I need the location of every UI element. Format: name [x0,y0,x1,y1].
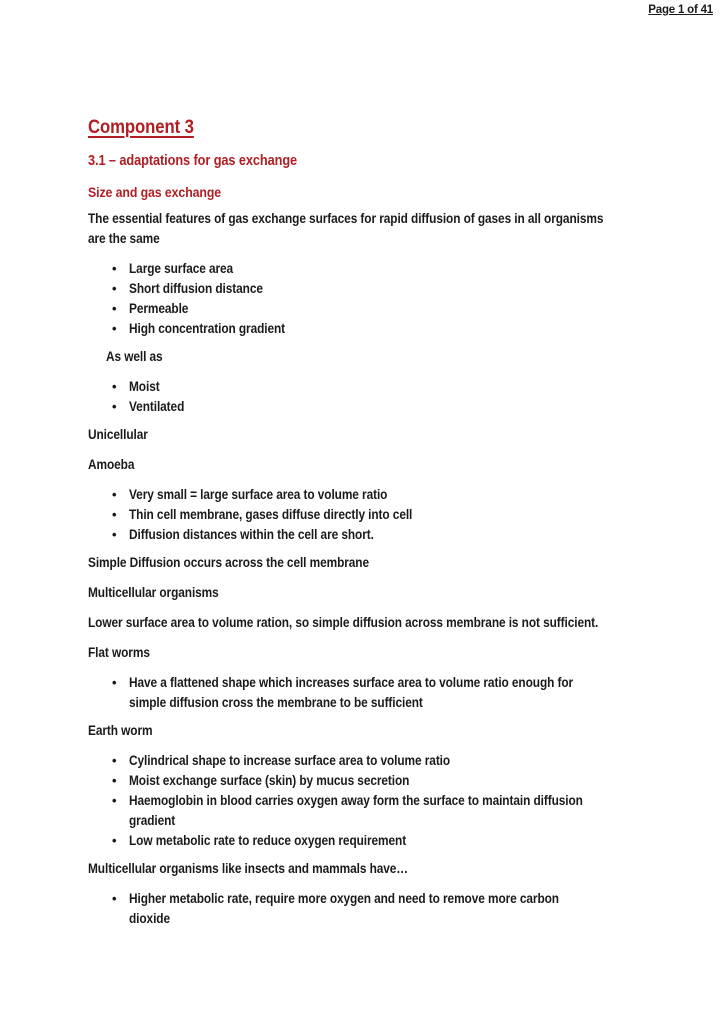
text-line-content: Earth worm [88,723,153,738]
text-line [129,505,684,525]
text-line-content: 3.1 – adaptations for gas exchange [88,153,298,169]
text-line-content: The essential features of gas exchange surfaces for rapid diffusion of gases in all organisms [88,211,604,226]
text-line [88,721,684,741]
text-line [129,693,684,713]
bullet-dot-icon: • [112,833,117,848]
text-line [129,673,684,693]
text-line [129,377,684,397]
paragraph-flat-worms [88,643,684,663]
text-line [106,347,684,367]
bullet-dot-icon: • [112,281,117,296]
text-line [129,319,684,339]
bullet-text [129,259,684,279]
bullet-text [129,377,684,397]
bullet-dot-icon: • [112,507,117,522]
bullet-item [88,397,684,417]
bullet-item [88,771,684,791]
text-line [129,525,684,545]
bullet-dot-icon: • [112,399,117,414]
bullet-item [88,525,684,545]
paragraph-as-well-as [106,347,684,367]
bullet-dot-icon: • [112,487,117,502]
bullet-text [129,397,684,417]
bullet-dot-icon: • [112,379,117,394]
text-line-content: Moist [129,379,160,394]
text-line-content: simple diffusion cross the membrane to be sufficient [129,695,423,710]
text-line [129,771,684,791]
text-line [129,831,684,851]
text-line [88,425,684,445]
text-line [88,182,684,203]
text-line [88,553,684,573]
text-line [88,117,684,140]
text-line [129,889,684,909]
page-number-label: Page 1 of 41 [648,4,713,16]
text-line-content: Unicellular [88,427,148,442]
text-line-content: dioxide [129,911,170,926]
text-line-content: Cylindrical shape to increase surface area to volume ratio [129,753,451,768]
bullet-item [88,377,684,397]
text-line [88,229,684,249]
text-line [88,209,684,229]
text-line-content: As well as [106,349,163,364]
paragraph-earth-worm [88,721,684,741]
bullet-list-amoeba [88,485,684,545]
heading-unicellular [88,425,684,445]
paragraph-essential-features [88,209,684,249]
text-line-content: Amoeba [88,457,135,472]
text-line-content: Very small = large surface area to volume ratio [129,487,388,502]
text-line [129,811,684,831]
text-line-content: Permeable [129,301,189,316]
text-line [129,259,684,279]
text-line [129,751,684,771]
bullet-item [88,319,684,339]
bullet-item [88,889,684,929]
text-line-content: Ventilated [129,399,185,414]
text-line-content: Flat worms [88,645,150,660]
text-line-content: Multicellular organisms like insects and mammals have… [88,861,409,876]
text-line [88,455,684,475]
bullet-list-earth-worm [88,751,684,851]
heading-size-and-gas-exchange [88,182,684,203]
bullet-item [88,791,684,831]
text-line [88,859,684,879]
text-line-content: Moist exchange surface (skin) by mucus secretion [129,773,410,788]
bullet-dot-icon: • [112,891,117,906]
bullet-item [88,751,684,771]
text-line-content: Large surface area [129,261,234,276]
bullet-text [129,751,684,771]
bullet-dot-icon: • [112,675,117,690]
bullet-dot-icon: • [112,321,117,336]
text-line-content: Size and gas exchange [88,184,222,200]
bullet-item [88,299,684,319]
text-line [88,583,684,603]
text-line [129,791,684,811]
text-line [88,613,684,633]
bullet-dot-icon: • [112,301,117,316]
text-line-content: Diffusion distances within the cell are short. [129,527,374,542]
bullet-text [129,889,684,929]
text-line-content: Higher metabolic rate, require more oxygen and need to remove more carbon [129,891,559,906]
heading-multicellular-organisms [88,583,684,603]
bullet-list-flat-worms [88,673,684,713]
text-line [129,299,684,319]
text-line-content: Short diffusion distance [129,281,263,296]
bullet-text [129,525,684,545]
bullet-item [88,505,684,525]
bullet-list-as-well-as [88,377,684,417]
text-line-content: Thin cell membrane, gases diffuse directly into cell [129,507,413,522]
bullet-item [88,485,684,505]
bullet-text [129,791,684,831]
bullet-list-insects-and-mammals [88,889,684,929]
text-line-content: are the same [88,231,160,246]
text-line-content: gradient [129,813,176,828]
bullet-dot-icon: • [112,527,117,542]
text-line [129,279,684,299]
text-line-content: Low metabolic rate to reduce oxygen requirement [129,833,407,848]
bullet-item [88,673,684,713]
paragraph-simple-diffusion [88,553,684,573]
bullet-dot-icon: • [112,773,117,788]
bullet-text [129,831,684,851]
text-line [129,909,684,929]
text-line-content: Have a flattened shape which increases surface area to volume ratio enough for [129,675,574,690]
bullet-text [129,299,684,319]
bullet-text [129,673,684,713]
text-line-content: Lower surface area to volume ration, so simple diffusion across membrane is not sufficient. [88,615,599,630]
document-content [88,117,684,937]
text-line-content: Haemoglobin in blood carries oxygen away form the surface to maintain diffusion [129,793,583,808]
bullet-dot-icon: • [112,753,117,768]
bullet-item [88,259,684,279]
text-line-content: Multicellular organisms [88,585,219,600]
bullet-list-essential-features [88,259,684,339]
paragraph-lower-surface-area [88,613,684,633]
bullet-dot-icon: • [112,793,117,808]
bullet-text [129,279,684,299]
text-line [129,397,684,417]
text-line-content: Simple Diffusion occurs across the cell membrane [88,555,369,570]
text-line [129,485,684,505]
bullet-text [129,485,684,505]
paragraph-amoeba [88,455,684,475]
text-line-content: High concentration gradient [129,321,286,336]
bullet-text [129,319,684,339]
heading-section-3-1 [88,150,684,172]
bullet-item [88,831,684,851]
bullet-text [129,505,684,525]
bullet-item [88,279,684,299]
paragraph-insects-and-mammals [88,859,684,879]
bullet-dot-icon: • [112,261,117,276]
bullet-text [129,771,684,791]
text-line-content: Component 3 [88,117,194,138]
text-line [88,150,684,172]
text-line [88,643,684,663]
heading-component-3 [88,117,684,140]
